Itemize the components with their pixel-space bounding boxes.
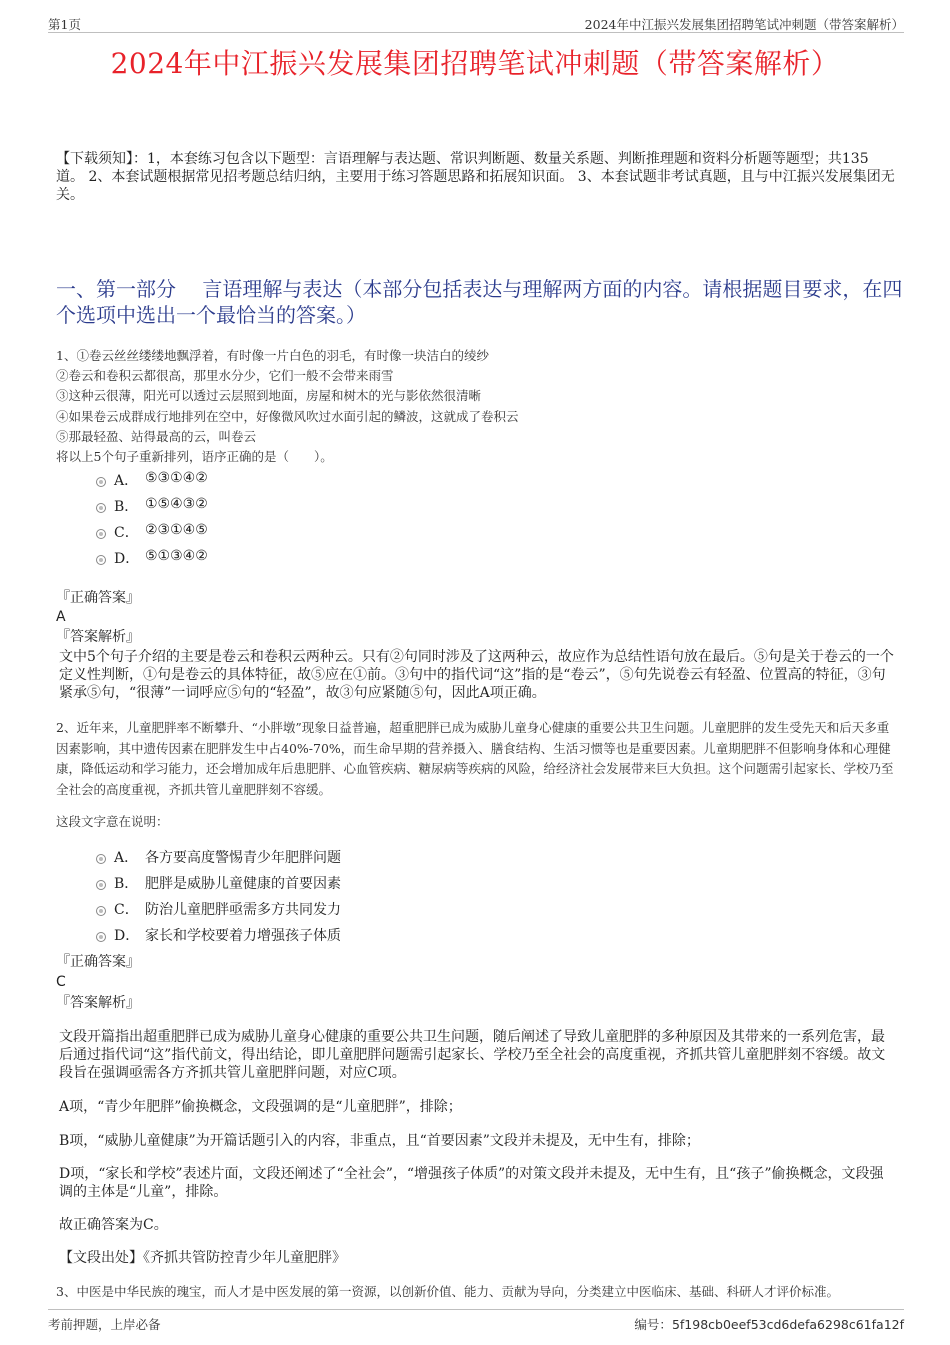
question-1-options <box>96 468 596 572</box>
q2-analysis-paragraph: 文段开篇指出超重肥胖已成为威胁儿童身心健康的重要公共卫生问题，随后阐述了导致儿童肥胖的多种原因及其带来的一系列危害，最后通过指代词“这”指代前文，得出结论，即儿童肥胖问题需引起家长、学校乃至全社会的高度重视，齐抓共管儿童肥胖刻不容缓。故文段旨在强调亟需各方齐抓共管儿童肥胖问题，对应C项。 <box>59 1029 886 1081</box>
q2-analysis-label: 『答案解析』 <box>56 995 140 1011</box>
q1-option-d[interactable] <box>96 546 596 572</box>
page-number: 第1页 <box>48 17 81 32</box>
option-letter: B． <box>114 876 139 892</box>
radio-icon[interactable] <box>96 477 106 487</box>
q2-source: 【文段出处】《齐抓共管防控青少年儿童肥胖》 <box>59 1250 346 1266</box>
q2-analysis-paragraph: B项，“威胁儿童健康”为开篇话题引入的内容，非重点，且“首要因素”文段并未提及，无中生有，排除； <box>59 1133 700 1149</box>
option-text: ①⑤④③② <box>145 496 208 512</box>
option-text: ②③①④⑤ <box>145 522 208 538</box>
option-text: 各方要高度警惕青少年肥胖问题 <box>145 850 341 866</box>
section-heading: 一、第一部分 言语理解与表达（本部分包括表达与理解两方面的内容。请根据题目要求，在四个选项中选出一个最恰当的答案。） <box>56 277 903 327</box>
option-letter: D． <box>114 928 140 944</box>
q2-option-b[interactable] <box>96 871 596 897</box>
q2-analysis-paragraph: 故正确答案为C。 <box>59 1217 168 1233</box>
document-title: 2024年中江振兴发展集团招聘笔试冲刺题（带答案解析） <box>110 47 840 80</box>
q2-answer: C <box>56 974 66 990</box>
option-letter: A． <box>114 850 139 866</box>
q1-option-c[interactable] <box>96 520 596 546</box>
page-footer <box>48 1309 904 1334</box>
q2-option-c[interactable] <box>96 897 596 923</box>
radio-icon[interactable] <box>96 503 106 513</box>
q1-line: 1、①卷云丝丝缕缕地飘浮着，有时像一片白色的羽毛，有时像一块洁白的绫纱 <box>56 348 489 363</box>
radio-icon[interactable] <box>96 906 106 916</box>
footer-code-value: 5f198cb0eef53cd6defa6298c61fa12f <box>671 1317 904 1332</box>
option-text: 肥胖是威胁儿童健康的首要因素 <box>145 876 341 892</box>
option-text: ⑤③①④② <box>145 470 208 486</box>
question-2-text: 2、近年来，儿童肥胖率不断攀升、“小胖墩”现象日益普遍，超重肥胖已成为威胁儿童身心健康的重要公共卫生问题。儿童肥胖的发生受先天和后天多重因素影响，其中遗传因素在肥胖发生中占40%-70%，而生命早期的营养摄入、膳食结构、生活习惯等也是重要因素。儿童期肥胖不但影响身体和心理健康，降低运动和学习能力，还会增加成年后患肥胖、心血管疾病、糖尿病等疾病的风险，给经济社会发展带来巨大负担。这个问题需引起家长、学校乃至全社会的高度重视，齐抓共管儿童肥胖刻不容缓。 <box>56 720 894 797</box>
option-letter: D． <box>114 551 140 567</box>
q2-option-d[interactable] <box>96 923 596 949</box>
footer-code-label: 编号： <box>634 1317 672 1332</box>
option-text: ⑤①③④② <box>145 548 208 564</box>
q1-line: ④如果卷云成群成行地排列在空中，好像微风吹过水面引起的鳞波，这就成了卷积云 <box>56 408 519 424</box>
q2-analysis-paragraph: A项，“青少年肥胖”偷换概念，文段强调的是“儿童肥胖”，排除； <box>59 1099 462 1115</box>
q1-analysis-label: 『答案解析』 <box>56 629 140 645</box>
footer-slogan: 考前押题，上岸必备 <box>48 1317 161 1332</box>
q1-line: ③这种云很薄，阳光可以透过云层照到地面，房屋和树木的光与影依然很清晰 <box>56 388 482 404</box>
q1-line: ⑤那最轻盈、站得最高的云，叫卷云 <box>56 428 257 444</box>
q1-option-b[interactable] <box>96 494 596 520</box>
q1-answer: A <box>56 609 66 625</box>
radio-icon[interactable] <box>96 555 106 565</box>
option-letter: C． <box>114 902 139 918</box>
q2-answer-label: 『正确答案』 <box>56 954 140 970</box>
q1-line: ②卷云和卷积云都很高，那里水分少，它们一般不会带来雨雪 <box>56 368 394 384</box>
q1-answer-label: 『正确答案』 <box>56 590 140 606</box>
header-doc-title: 2024年中江振兴发展集团招聘笔试冲刺题（带答案解析） <box>584 17 904 32</box>
question-3-text: 3、中医是中华民族的瑰宝，而人才是中医发展的第一资源，以创新价值、能力、贡献为导向，分类建立中医临床、基础、科研人才评价标准。 <box>56 1284 839 1299</box>
q2-option-a[interactable] <box>96 845 596 871</box>
question-2-options <box>96 845 596 949</box>
radio-icon[interactable] <box>96 529 106 539</box>
option-letter: A． <box>114 473 139 489</box>
q1-analysis: 文中5个句子介绍的主要是卷云和卷积云两种云。只有②句同时涉及了这两种云，故应作为总结性语句放在最后。⑤句是关于卷云的一个定义性判断，①句是卷云的具体特征，故⑤应在①前。③句中的指代词“这”指的是“卷云”，⑤句先说卷云有轻盈、位置高的特征，③句紧承⑤句，“很薄”一词呼应⑤句的“轻盈”，故③句应紧随⑤句，因此A项正确。 <box>59 649 894 701</box>
q1-option-a[interactable] <box>96 468 596 494</box>
option-text: 家长和学校要着力增强孩子体质 <box>145 928 341 944</box>
radio-icon[interactable] <box>96 854 106 864</box>
q2-analysis-paragraph: D项，“家长和学校”表述片面，文段还阐述了“全社会”，“增强孩子体质”的对策文段并未提及，无中生有，且“孩子”偷换概念，文段强调的主体是“儿童”，排除。 <box>59 1166 884 1200</box>
option-text: 防治儿童肥胖亟需多方共同发力 <box>145 902 341 918</box>
radio-icon[interactable] <box>96 932 106 942</box>
download-notice: 【下载须知】：1，本套练习包含以下题型：言语理解与表达题、常识判断题、数量关系题、判断推理题和资料分析题等题型；共135道。 2、本套试题根据常见招考题总结归纳，主要用于练习答题思路和拓展知识面。 3、本套试题非考试真题，且与中江振兴发展集团无关。 <box>56 151 895 203</box>
page-header <box>48 12 904 33</box>
option-letter: B． <box>114 499 139 515</box>
radio-icon[interactable] <box>96 880 106 890</box>
question-2-stem: 这段文字意在说明： <box>56 814 169 829</box>
option-letter: C． <box>114 525 139 541</box>
question-1-text <box>56 346 896 467</box>
footer-code <box>634 1315 904 1333</box>
q1-line: 将以上5个句子重新排列，语序正确的是（ ）。 <box>56 449 333 465</box>
